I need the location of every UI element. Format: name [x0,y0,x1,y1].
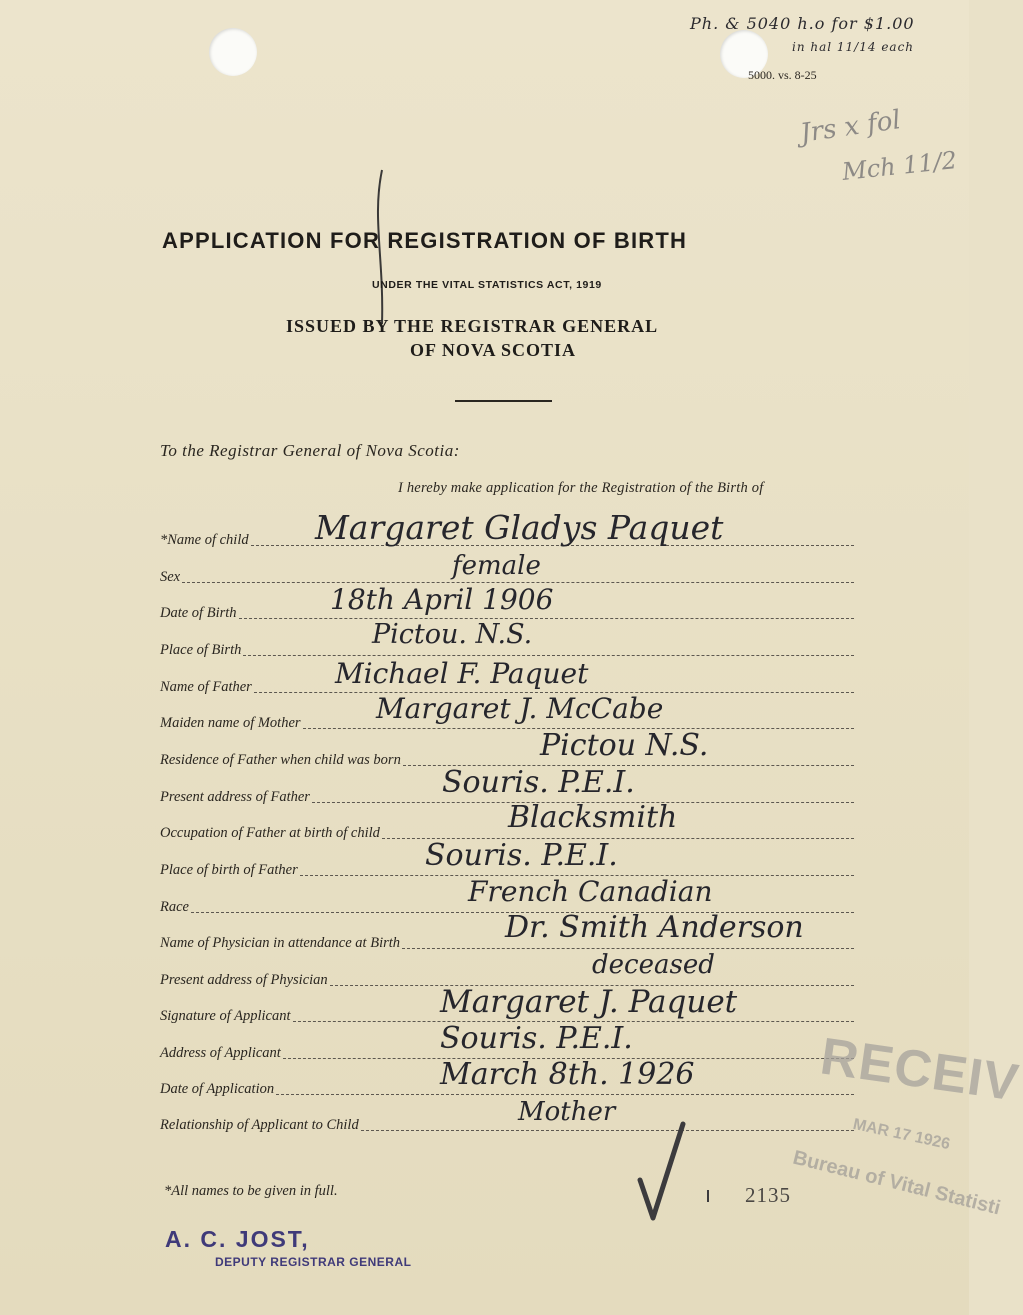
form-subtitle: UNDER THE VITAL STATISTICS ACT, 1919 [372,279,602,291]
field-value-place-of-birth: Pictou. N.S. [372,619,533,650]
field-label: Sex [160,569,181,585]
field-label: Date of Application [160,1081,275,1097]
field-value-name-of-physician: Dr. Smith Anderson [505,910,804,945]
field-label: *Name of child [160,532,249,548]
form-number: 5000. vs. 8-25 [748,68,817,82]
field-value-sex: female [452,551,541,581]
field-value-maiden-name-of-mother: Margaret J. McCabe [376,692,664,725]
received-stamp-bureau: Bureau of Vital Statisti [790,1146,1003,1220]
field-value-name-of-father: Michael F. Paquet [335,657,589,690]
field-value-occupation-of-father: Blacksmith [508,800,678,835]
title-divider [455,400,552,402]
field-value-residence-of-father: Pictou N.S. [540,728,709,763]
field-label: Date of Birth [160,605,237,621]
field-label: Place of Birth [160,642,242,658]
field-value-address-of-applicant: Souris. P.E.I. [440,1021,633,1056]
field-label: Present address of Father [160,789,310,805]
field-value-signature-of-applicant: Margaret J. Paquet [440,984,738,1020]
field-label: Address of Applicant [160,1045,281,1061]
field-value-date-of-birth: 18th April 1906 [330,583,554,616]
handwritten-note-top-line1: Ph. & 5040 h.o for $1.00 [690,14,915,33]
field-value-present-address-of-physician: deceased [592,950,715,980]
field-label: Present address of Physician [160,972,328,988]
salutation: To the Registrar General of Nova Scotia: [160,441,460,460]
registration-number-mark [707,1190,709,1202]
punch-hole-left [209,28,257,76]
handwritten-note-top-line2: in hal 11/14 each [792,40,915,54]
check-mark [635,1118,695,1228]
field-value-name-of-child: Margaret Gladys Paquet [315,508,724,547]
field-label: Place of birth of Father [160,862,298,878]
issued-by-line2: OF NOVA SCOTIA [410,340,577,360]
field-label: Maiden name of Mother [160,715,301,731]
field-label: Name of Father [160,679,252,695]
pencil-note-line2: Mch 11/2 [840,146,959,186]
registration-number: 2135 [745,1183,791,1207]
field-label: Relationship of Applicant to Child [160,1117,359,1133]
received-stamp-word: RECEIV [816,1027,1023,1113]
field-value-race: French Canadian [468,875,713,908]
field-value-date-of-application: March 8th. 1926 [440,1057,695,1092]
field-value-relationship-to-child: Mother [518,1097,616,1127]
signatory-title: DEPUTY REGISTRAR GENERAL [215,1255,412,1269]
issued-by-line1: ISSUED BY THE REGISTRAR GENERAL [286,316,659,336]
field-label: Occupation of Father at birth of child [160,825,380,841]
field-label: Signature of Applicant [160,1008,291,1024]
field-value-present-address-of-father: Souris. P.E.I. [442,765,635,800]
form-title: APPLICATION FOR REGISTRATION OF BIRTH [162,228,688,253]
footnote: *All names to be given in full. [164,1183,338,1199]
field-label: Residence of Father when child was born [160,752,401,768]
field-row-relationship-to-child [160,1115,854,1135]
field-value-place-of-birth-of-father: Souris. P.E.I. [425,838,618,873]
signatory-name: A. C. JOST, [165,1226,310,1252]
received-stamp-date: MAR 17 1926 [851,1115,952,1154]
field-label: Name of Physician in attendance at Birth [160,935,401,951]
intro-text: I hereby make application for the Registration of the Birth of [398,480,764,496]
field-label: Race [160,899,189,915]
pencil-note-line1: Jrs x fol [798,105,903,149]
